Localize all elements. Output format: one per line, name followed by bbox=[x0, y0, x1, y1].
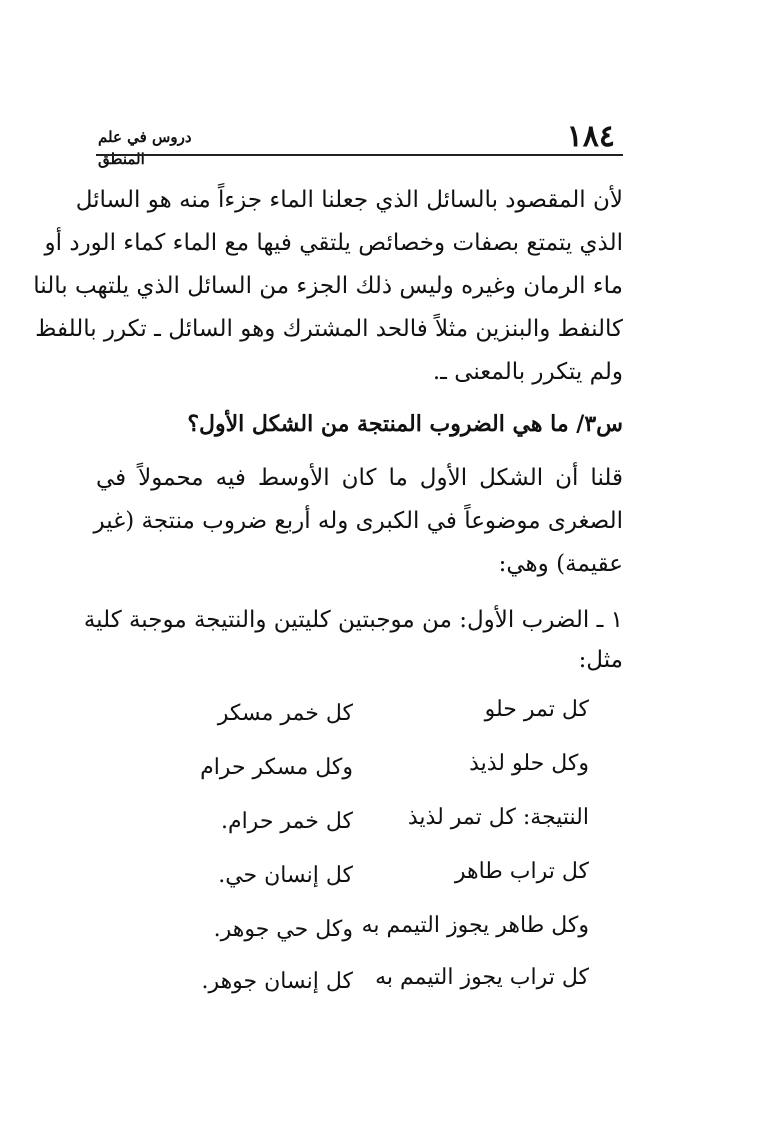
question-heading: س٣/ ما هي الضروب المنتجة من الشكل الأول؟ bbox=[187, 411, 623, 437]
running-header-title: دروس في علم المنطق bbox=[98, 128, 192, 168]
paragraph-line: الذي يتمتع بصفات وخصائص يلتقي فيها مع الماء كماء الورد أو bbox=[44, 230, 623, 256]
example-premise: وكل حلو لذيذ bbox=[469, 751, 589, 776]
paragraph-line: ماء الرمان وغيره وليس ذلك الجزء من السائل الذي يلتهب بالنا bbox=[33, 273, 623, 299]
paragraph-line: ١ ـ الضرب الأول: من موجبتين كليتين والنتيجة موجبة كلية bbox=[83, 607, 623, 633]
example-premise: كل خمر مسكر bbox=[217, 701, 353, 726]
paragraph-line: مثل: bbox=[578, 647, 623, 673]
header-divider bbox=[96, 154, 623, 156]
example-conclusion: النتيجة: كل تمر لذيذ bbox=[407, 805, 589, 830]
paragraph-line: الصغرى موضوعاً في الكبرى وله أربع ضروب منتجة (غير bbox=[93, 508, 623, 534]
example-premise: وكل حي جوهر. bbox=[213, 917, 353, 942]
paragraph-line: عقيمة) وهي: bbox=[498, 551, 623, 577]
page-number: ١٨٤ bbox=[566, 119, 615, 154]
example-premise: كل تمر حلو bbox=[484, 697, 589, 722]
example-conclusion: كل تراب يجوز التيمم به bbox=[375, 965, 589, 990]
paragraph-line: لأن المقصود بالسائل الذي جعلنا الماء جزءاً منه هو السائل bbox=[75, 187, 623, 213]
example-premise: وكل طاهر يجوز التيمم به bbox=[361, 913, 589, 938]
example-conclusion: كل إنسان جوهر. bbox=[201, 969, 353, 994]
example-premise: كل إنسان حي. bbox=[218, 863, 353, 888]
example-conclusion: كل خمر حرام. bbox=[220, 809, 353, 834]
paragraph-line: قلنا أن الشكل الأول ما كان الأوسط فيه محمولاً في bbox=[96, 465, 623, 491]
paragraph-line: كالنفط والبنزين مثلاً فالحد المشترك وهو السائل ـ تكرر باللفظ bbox=[35, 316, 623, 342]
example-premise: كل تراب طاهر bbox=[454, 859, 589, 884]
example-premise: وكل مسكر حرام bbox=[200, 755, 353, 780]
paragraph-line: ولم يتكرر بالمعنى ـ. bbox=[432, 359, 623, 385]
